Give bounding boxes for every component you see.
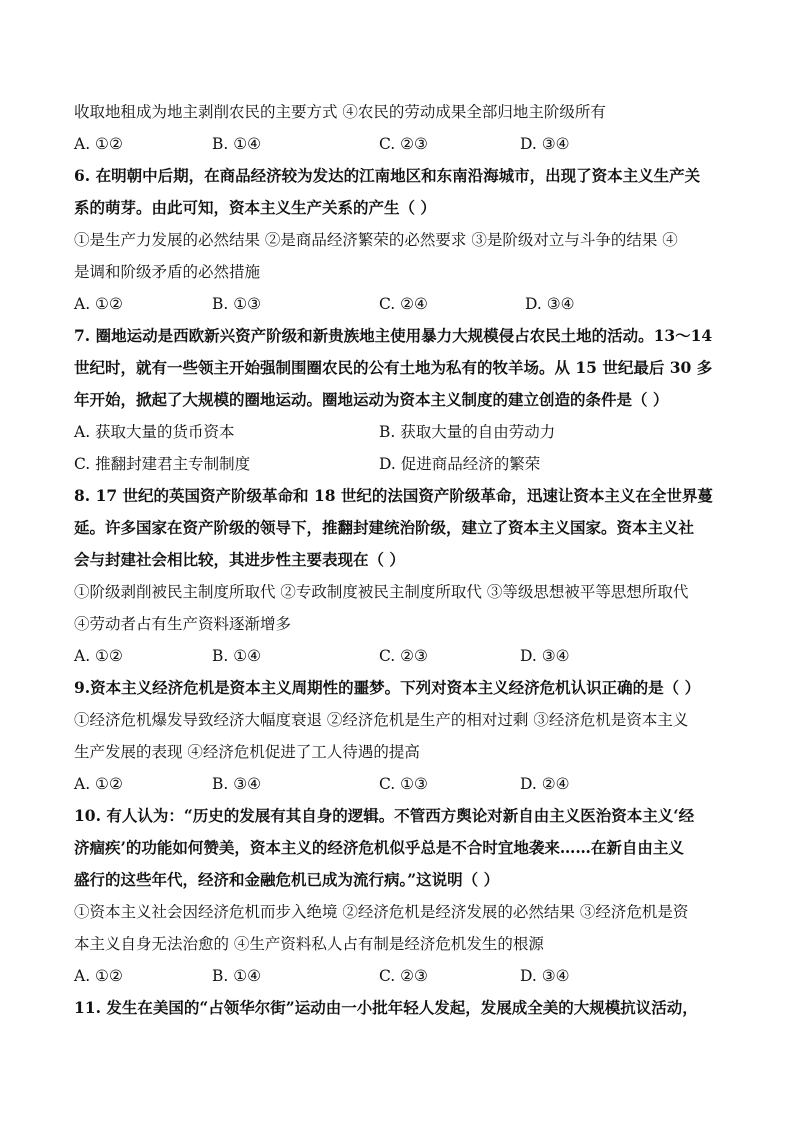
q9-option-d: D. ②④ xyxy=(520,775,570,793)
q8-statements-2: ④劳动者占有生产资料逐渐增多 xyxy=(74,615,292,633)
q8-option-c: C. ②③ xyxy=(379,647,428,665)
q9-option-a: A. ①② xyxy=(74,775,123,793)
q10-option-a: A. ①② xyxy=(74,967,123,985)
q8-option-b: B. ①④ xyxy=(212,647,262,665)
q10-stem-3: 盛行的这些年代，经济和金融危机已成为流行病。”这说明（ ） xyxy=(74,870,500,889)
q5-option-d: D. ③④ xyxy=(520,135,570,153)
q8-options xyxy=(74,640,724,672)
q6-option-d: D. ③④ xyxy=(525,295,575,313)
q7-options-row2 xyxy=(74,448,724,480)
q9-options xyxy=(74,768,724,800)
q10-stem-2: 济痼疾’的功能如何赞美，资本主义的经济危机似乎总是不合时宜地袭来……在新自由主义 xyxy=(74,838,684,857)
q10-statements-2: 本主义自身无法治愈的 ④生产资料私人占有制是经济危机发生的根源 xyxy=(74,935,544,953)
q8-statements-1: ①阶级剥削被民主制度所取代 ②专政制度被民主制度所取代 ③等级思想被平等思想所取代 xyxy=(74,583,689,601)
q10-option-b: B. ①④ xyxy=(212,967,262,985)
q6-option-a: A. ①② xyxy=(74,295,123,313)
q6-option-b: B. ①③ xyxy=(212,295,262,313)
q8-option-d: D. ③④ xyxy=(520,647,570,665)
q7-option-d: D. 促进商品经济的繁荣 xyxy=(379,455,541,473)
q5-option-b: B. ①④ xyxy=(212,135,262,153)
q9-statements-1: ①经济危机爆发导致经济大幅度衰退 ②经济危机是生产的相对过剩 ③经济危机是资本主义 xyxy=(74,711,689,729)
q6-options xyxy=(74,288,724,320)
q7-option-c: C. 推翻封建君主专制制度 xyxy=(74,455,251,473)
q7-stem-1: 7. 圈地运动是西欧新兴资产阶级和新贵族地主使用暴力大规模侵占农民土地的活动。13～14 xyxy=(74,326,713,345)
q6-statements-1: ①是生产力发展的必然结果 ②是商品经济繁荣的必然要求 ③是阶级对立与斗争的结果 ④ xyxy=(74,231,678,249)
q8-option-a: A. ①② xyxy=(74,647,123,665)
q7-option-b: B. 获取大量的自由劳动力 xyxy=(379,423,556,441)
q10-statements-1: ①资本主义社会因经济危机而步入绝境 ②经济危机是经济发展的必然结果 ③经济危机是资 xyxy=(74,903,689,921)
q6-statements-2: 是调和阶级矛盾的必然措施 xyxy=(74,263,261,281)
q7-options-row1 xyxy=(74,416,724,448)
q9-statements-2: 生产发展的表现 ④经济危机促进了工人待遇的提高 xyxy=(74,743,420,761)
exam-page xyxy=(74,96,724,1024)
q5-option-c: C. ②③ xyxy=(379,135,428,153)
q10-option-d: D. ③④ xyxy=(520,967,570,985)
q10-options xyxy=(74,960,724,992)
q7-stem-3: 年开始，掀起了大规模的圈地运动。圈地运动为资本主义制度的建立创造的条件是（ ） xyxy=(74,390,669,409)
q11-stem-1: 11. 发生在美国的“占领华尔街”运动由一小批年轻人发起，发展成全美的大规模抗议活动， xyxy=(74,998,698,1017)
q8-stem-1: 8. 17 世纪的英国资产阶级革命和 18 世纪的法国资产阶级革命，迅速让资本主义在全世界蔓 xyxy=(74,486,713,505)
q8-stem-3: 会与封建社会相比较，其进步性主要表现在（ ） xyxy=(74,550,405,569)
q8-stem-2: 延。许多国家在资产阶级的领导下，推翻封建统治阶级，建立了资本主义国家。资本主义社 xyxy=(74,518,695,537)
q5-option-a: A. ①② xyxy=(74,135,123,153)
q10-stem-1: 10. 有人认为：“历史的发展有其自身的逻辑。不管西方舆论对新自由主义医治资本主义‘经 xyxy=(74,806,695,825)
q9-option-c: C. ①③ xyxy=(379,775,428,793)
q6-option-c: C. ②④ xyxy=(379,295,428,313)
q9-option-b: B. ③④ xyxy=(212,775,262,793)
q10-option-c: C. ②③ xyxy=(379,967,428,985)
q5-text-tail: 收取地租成为地主剥削农民的主要方式 ④农民的劳动成果全部归地主阶级所有 xyxy=(74,103,606,121)
q7-option-a: A. 获取大量的货币资本 xyxy=(74,423,235,441)
q5-options xyxy=(74,128,724,160)
q7-stem-2: 世纪时，就有一些领主开始强制围圈农民的公有土地为私有的牧羊场。从 15 世纪最后 30 多 xyxy=(74,358,713,377)
q6-stem-2: 系的萌芽。由此可知，资本主义生产关系的产生（ ） xyxy=(74,198,436,217)
q6-stem-1: 6. 在明朝中后期，在商品经济较为发达的江南地区和东南沿海城市，出现了资本主义生产关 xyxy=(74,166,701,185)
q9-stem-1: 9.资本主义经济危机是资本主义周期性的噩梦。下列对资本主义经济危机认识正确的是（ ） xyxy=(74,678,701,697)
